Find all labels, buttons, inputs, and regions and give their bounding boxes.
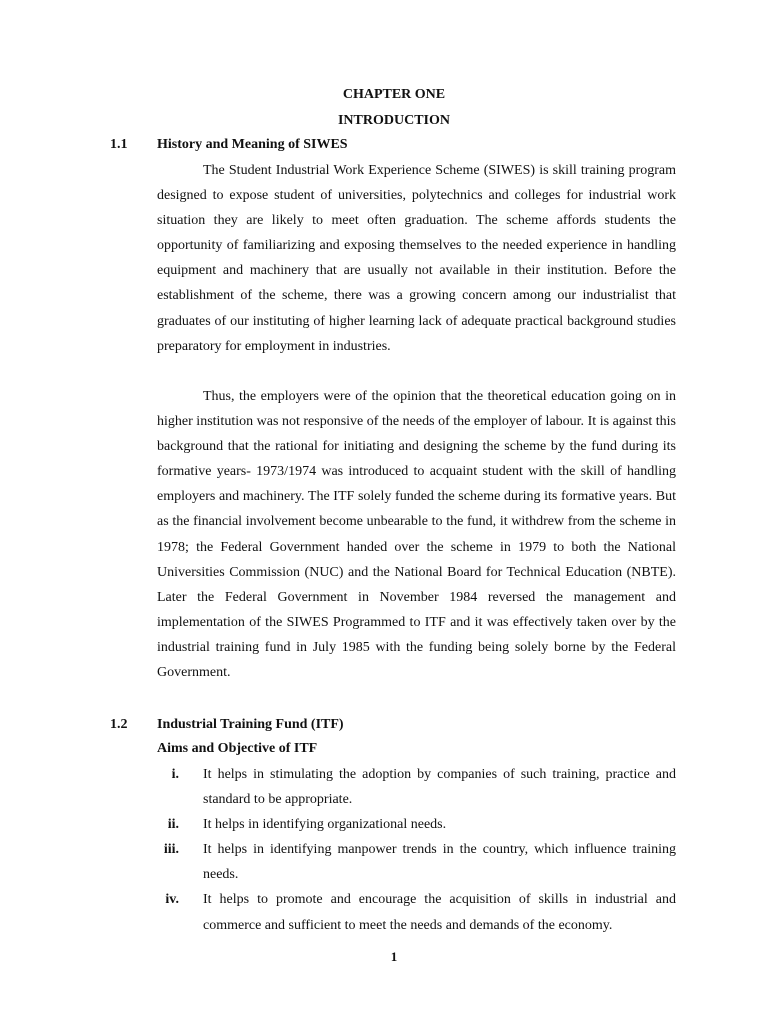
list-item [157, 762, 676, 812]
page-number: 1 [390, 949, 398, 964]
list-marker: iii. [163, 842, 179, 858]
section-1-1-number: 1.1 [110, 137, 128, 152]
chapter-label: CHAPTER ONE [342, 87, 446, 102]
list-marker: i. [171, 767, 179, 782]
list-item [157, 812, 676, 837]
list-marker: iv. [165, 892, 179, 908]
list-item [157, 887, 676, 937]
list-item-text: It helps to promote and encourage the acquisition of skills in industrial and commerce and sufficient to meet the needs and demands of the economy. [203, 892, 676, 933]
section-1-1-paragraph-1: The Student Industrial Work Experience Scheme (SIWES) is skill training program designed to expose student of universities, polytechnics and colleges for industrial work situation they are likely to meet often graduation. The scheme affords students the opportunity of familiarizing and exposing themselves to the needed experience in handling equipment and machinery that are usually not available in their institution. Before the establishment of the scheme, there was a growing concern among our industrialist that graduates of our instituting of higher learning lack of adequate practical background studies preparatory for employment in industries. [157, 163, 676, 354]
section-1-2-number: 1.2 [110, 717, 128, 732]
list-marker: ii. [167, 817, 179, 833]
itf-objectives-list [157, 762, 676, 938]
list-item-text: It helps in stimulating the adoption by companies of such training, practice and standard to be appropriate. [203, 767, 676, 808]
list-item-text: It helps in identifying organizational needs. [203, 817, 447, 833]
chapter-title: INTRODUCTION [337, 113, 450, 128]
section-1-2-subtitle: Aims and Objective of ITF [157, 741, 318, 756]
section-1-1-paragraph-2: Thus, the employers were of the opinion that the theoretical education going on in higher institution was not responsive of the needs of the employer of labour. It is against this background that the rational for initiating and designing the scheme by the fund during its formative years- 1973/1974 was introduced to acquaint student with the skill of handling employers and machinery. The ITF solely funded the scheme during its formative years. But as the financial involvement become unbearable to the fund, it withdrew from the scheme in 1978; the Federal Government handed over the scheme in 1979 to both the National Universities Commission (NUC) and the National Board for Technical Education (NBTE). Later the Federal Government in November 1984 reversed the management and implementation of the SIWES Programmed to ITF and it was effectively taken over by the industrial training fund in July 1985 with the funding being solely borne by the Federal Government. [157, 389, 676, 681]
list-item-text: It helps in identifying manpower trends in the country, which influence training needs. [203, 842, 676, 883]
section-1-2-title: Industrial Training Fund (ITF) [157, 717, 344, 732]
section-1-1-title: History and Meaning of SIWES [157, 137, 348, 152]
list-item [157, 837, 676, 887]
